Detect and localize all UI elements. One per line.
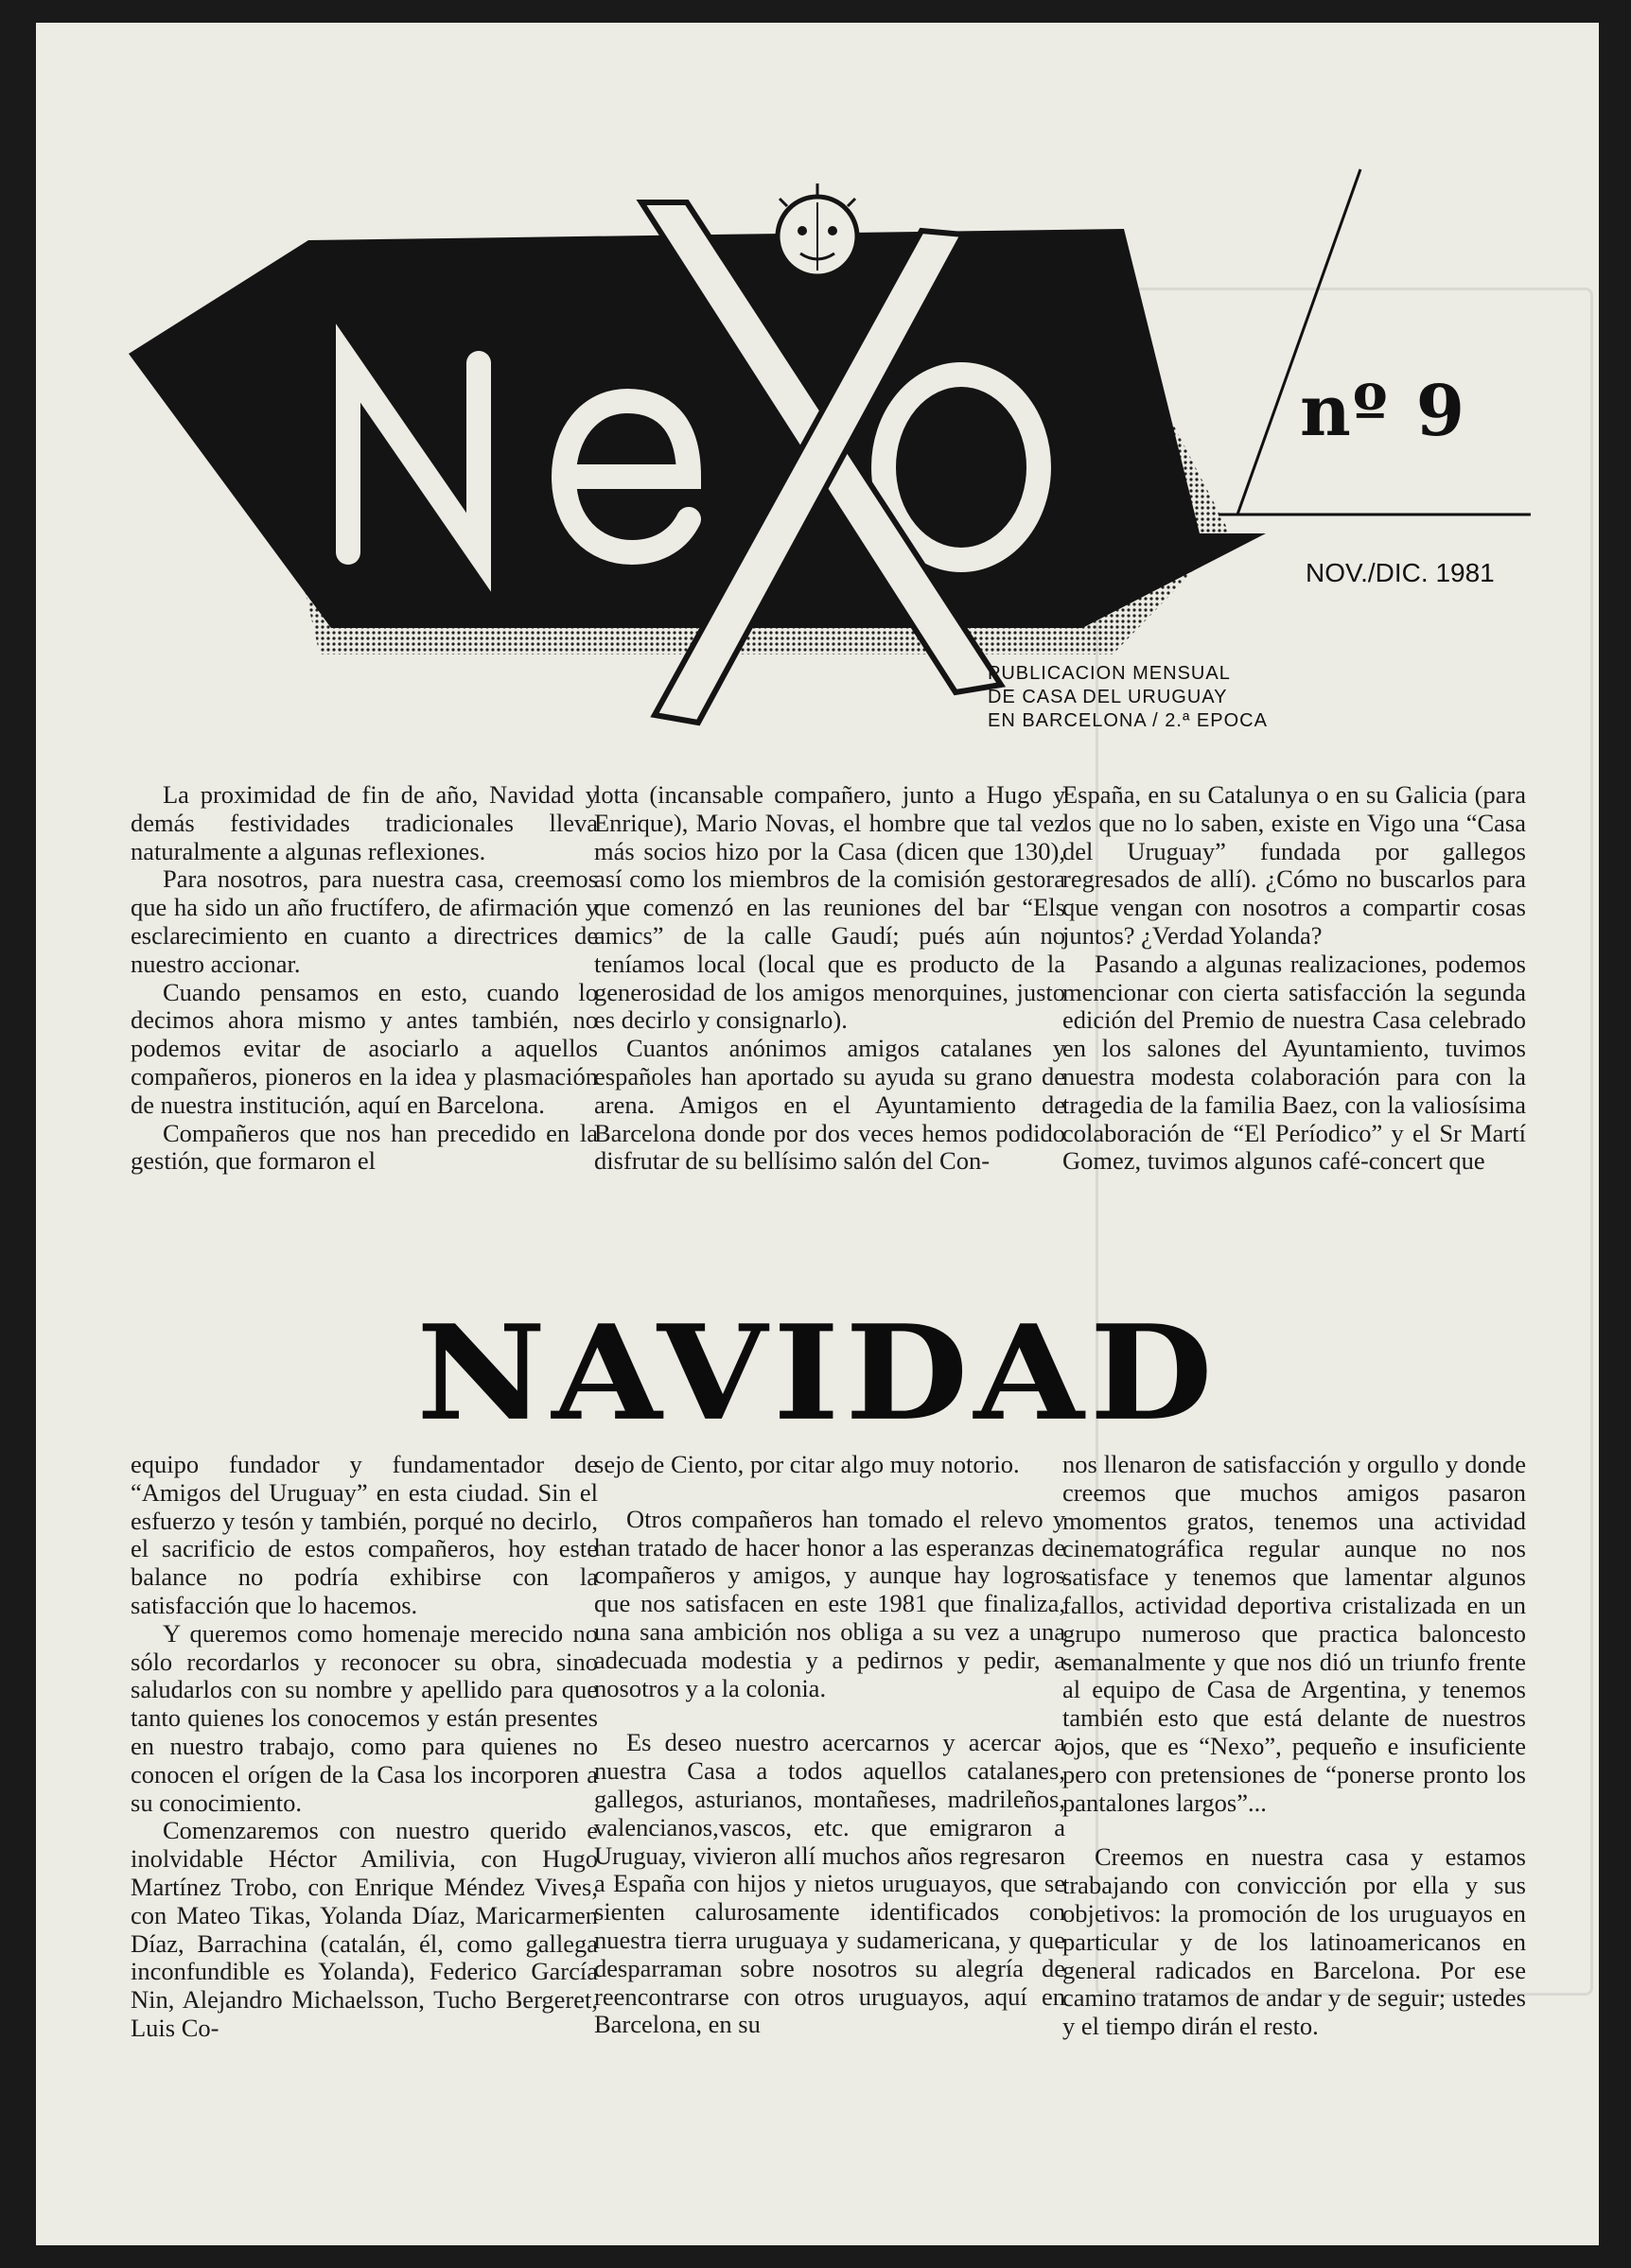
paragraph: sejo de Ciento, por citar algo muy notorio. [594, 1450, 1020, 1478]
publisher-line: EN BARCELONA / 2.ª EPOCA [988, 710, 1268, 731]
article-column-3-bottom [1062, 1451, 1526, 2041]
diagonal-rule [1237, 169, 1360, 515]
paragraph: Pasando a algunas realizaciones, podemos mencionar con cierta satisfacción la segunda edición del Premio de nuestra Casa celebrado en los salones del Ayuntamiento, tuvimos nuestra modesta colaboración para con la tragedia de la familia Baez, con la valiosísima colaboración de “El Períodico” y el Sr Martí Gomez, tuvimos algunos café-concert que [1062, 949, 1526, 1176]
paragraph: Creemos en nuestra casa y estamos trabajando con convicción por ella y sus objetivos: la promoción de los uruguayos en particular y de los latinoamericanos en general radicados en Barcelona. Por ese camino tratamos de andar y de seguir; ustedes y el tiempo dirán el resto. [1062, 1842, 1526, 2041]
paragraph: Para nosotros, para nuestra casa, creemos que ha sido un año fructífero, de afirmación y esclarecimiento en cuanto a directrices de nuestro accionar. [131, 864, 598, 978]
newsletter-page [36, 23, 1599, 2245]
paragraph: La proximidad de fin de año, Navidad y demás festividades tradicionales lleva naturalmente a algunas reflexiones. [131, 780, 598, 865]
sun-face-icon [764, 183, 870, 289]
issue-date: NOV./DIC. 1981 [1306, 558, 1495, 587]
issue-number: nº 9 [1300, 371, 1467, 452]
article-column-1-top [131, 781, 598, 1176]
paragraph: Es deseo nuestro acercarnos y acercar a nuestra Casa a todos aquellos catalanes, gallegos, asturianos, montañeses, madrileños, valencianos,vascos, etc. que emigraron a Uruguay, vivieron allí muchos años regresaron a España con hijos y nietos uruguayos, que se sienten calurosamente identificados con nuestra tierra uruguaya y sudamericana, y que desparraman sobre nosotros su alegría de reencontrarse con otros uruguayos, aquí en Barcelona, en su [594, 1728, 1065, 2039]
headline: NAVIDAD [416, 1297, 1219, 1450]
paragraph: Cuando pensamos en esto, cuando lo decimos ahora mismo y antes también, no podemos evitar de asociarlo a aquellos compañeros, pioneros en la idea y plasmación de nuestra institución, aquí en Barcelona. [131, 977, 598, 1119]
paragraph: Otros compañeros han tomado el relevo y han tratado de hacer honor a las esperanzas de compañeros y amigos, y aunque hay logros que nos satisfacen en este 1981 que finaliza, una sana ambición nos obliga a su vez a una adecuada modestia y a pedirnos y pedir, a nosotros y a la colonia. [594, 1504, 1065, 1702]
paragraph: Y queremos como homenaje merecido no sólo recordarlos y reconocer su obra, sino saludarlos con su nombre y apellido para que tanto quienes los conocemos y están presentes en nuestro trabajo, como para quienes no conocen el orígen de la Casa los incorporen a su conocimiento. [131, 1618, 598, 1817]
paragraph: España, en su Catalunya o en su Galicia (para los que no lo saben, existe en Vigo una “Casa del Uruguay” fundada por gallegos regresados de allí). ¿Cómo no buscarlos para que vengan con nosotros a compartir cosas juntos? ¿Verdad Yolanda? [1062, 780, 1526, 950]
paragraph: lotta (incansable compañero, junto a Hugo y Enrique), Mario Novas, el hombre que tal vez más socios hizo por la Casa (dicen que 130), así como los miembros de la comisión gestora que comenzó en las reuniones del bar “Els amics” de la calle Gaudí; pués aún no teníamos local (local que es producto de la generosidad de los amigos menorquines, justo es decirlo y consignarlo). [594, 780, 1065, 1035]
article-column-3-top [1062, 781, 1526, 1176]
article-column-2-top [594, 781, 1065, 1176]
article-column-2-bottom [594, 1451, 1065, 2039]
paragraph: equipo fundador y fundamentador de “Amigos del Uruguay” en esta ciudad. Sin el esfuerzo y tesón y también, porqué no decirlo, el sacrificio de estos compañeros, hoy este balance no podría exhibirse con la satisfacción que lo hacemos. [131, 1450, 598, 1619]
publisher-line: DE CASA DEL URUGUAY [988, 687, 1228, 707]
paragraph: Comenzaremos con nuestro querido e inolvidable Héctor Amilivia, con Hugo Martínez Trobo, con Enrique Méndez Vives, con Mateo Tikas, Yolanda Díaz, Maricarmen Díaz, Barrachina (catalán, él, como gallega inconfundible es Yolanda), Federico García Nin, Alejandro Michaelsson, Tucho Bergeret, Luis Co- [131, 1816, 598, 2042]
paragraph: Compañeros que nos han precedido en la gestión, que formaron el [131, 1118, 598, 1176]
paragraph: nos llenaron de satisfacción y orgullo y donde creemos que muchos amigos pasaron momentos gratos, tenemos una actividad cinematográfica regular aunque no nos satisface y tenemos que lamentar algunos fallos, actividad deportiva cristalizada en un grupo numeroso que practica baloncesto semanalmente y que nos dió un triunfo frente al equipo de Casa de Argentina, y tenemos también esto que está delante de nuestros ojos, que es “Nexo”, pequeño e insuficiente pero con pretensiones de “ponerse pronto los pantalones largos”... [1062, 1450, 1526, 1817]
publisher-info [988, 662, 1268, 733]
paragraph: Cuantos anónimos amigos catalanes y españoles han aportado su ayuda su grano de arena. Amigos en el Ayuntamiento de Barcelona donde por dos veces hemos podido disfrutar de su bellísimo salón del Con- [594, 1034, 1065, 1176]
article-column-1-bottom [131, 1451, 598, 2043]
publisher-line: PUBLICACION MENSUAL [988, 663, 1231, 684]
